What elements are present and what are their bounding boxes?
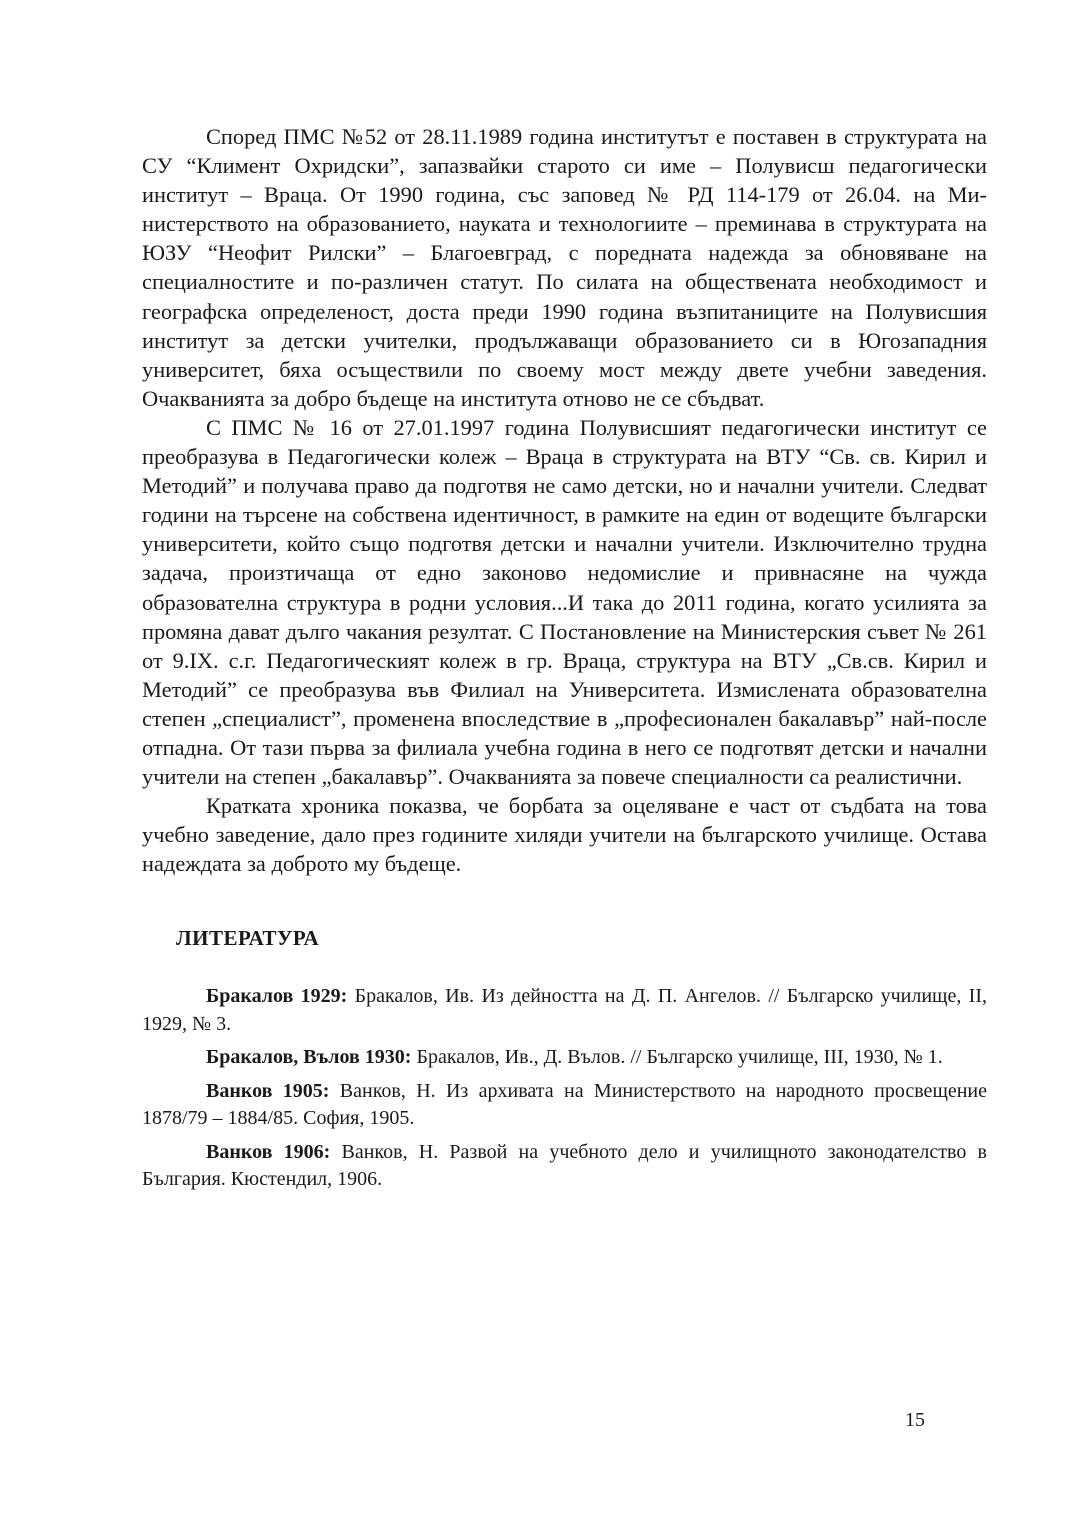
page-number: 15 — [905, 1409, 925, 1431]
reference-text: Ванков, Н. Развой на учебното дело и училищното законодателство в България. Кюстендил, 1906. — [142, 1140, 987, 1190]
reference-item — [142, 1044, 987, 1072]
reference-list — [142, 983, 987, 1200]
paragraph-1: Според ПМС №52 от 28.11.1989 година институтът е поставен в структурата на СУ “Климент Охридски”, запазвайки старото си име – Полувисш педагогически институт – Враца. От 1990 година, със заповед № РД 114-179 от 26.04. на Министерството на образованието, науката и технологиите – преминава в структурата на ЮЗУ “Неофит Рилски” – Благоевград, с поредната надежда за обновяване на специалностите и по-различен статут. По силата на обществената необходимост и географска определеност, доста преди 1990 година възпитаниците на Полувисшия институт за детски учителки, продължаващи образованието си в Югозападния университет, бяха осъществили по своему мост между двете учебни заведения. Очакванията за добро бъдеще на института отново не се сбъдват. — [142, 124, 987, 411]
reference-key: Бракалов, Вълов 1930: — [206, 1046, 412, 1068]
reference-key: Ванков 1906: — [206, 1140, 331, 1163]
reference-text: Бракалов, Ив. Из дейността на Д. П. Ангелов. // Българско училище, II, 1929, № 3. — [142, 985, 987, 1035]
reference-item — [142, 1078, 987, 1133]
literature-heading: ЛИТЕРАТУРА — [176, 926, 320, 950]
body-text — [142, 122, 987, 878]
reference-text: Ванков, Н. Из архивата на Министерството на народното просвещение 1878/79 – 1884/85. София, 1905. — [142, 1079, 987, 1129]
reference-item — [142, 983, 987, 1038]
reference-item — [142, 1139, 987, 1194]
reference-text: Бракалов, Ив., Д. Вълов. // Българско училище, III, 1930, № 1. — [411, 1046, 943, 1068]
reference-key: Бракалов 1929: — [206, 985, 348, 1007]
paragraph-3: Кратката хроника показва, че борбата за оцеляване е част от съдбата на това учебно заведение, дало през годините хиляди учители на българското училище. Остава надеждата за доброто му бъдеще. — [142, 793, 987, 877]
reference-key: Ванков 1905: — [206, 1079, 330, 1102]
paragraph-2: С ПМС № 16 от 27.01.1997 година Полувисшият педагогически институт се преобразува в Педагогически колеж – Враца в структурата на ВТУ “Св. св. Кирил и Методий” и получава право да подготвя не само детски, но и начални учители. Следват години на търсене на собствена идентичност, в рамките на един от водещите български университети, който също подготвя детски и начални учители. Изключително трудна задача, произтичаща от едно законово недомислие и привнасяне на чужда образователна структура в родни условия...И така до 2011 година, когато усилията за промяна дават дълго чакания резултат. С Постановление на Министерския съвет № 261 от 9.IX. с.г. Педагогическият колеж в гр. Враца, структура на ВТУ „Св.св. Кирил и Методий” се преобразува във Филиал на Университета. Измислената образователна степен „специалист”, променена впоследствие в „професионален бакалавър” най-после отпадна. От тази първа за филиала учебна година в него се подготвят детски и начални учители на степен „бакалавър”. Очакванията за повече специалности са реалистични. — [142, 414, 987, 790]
